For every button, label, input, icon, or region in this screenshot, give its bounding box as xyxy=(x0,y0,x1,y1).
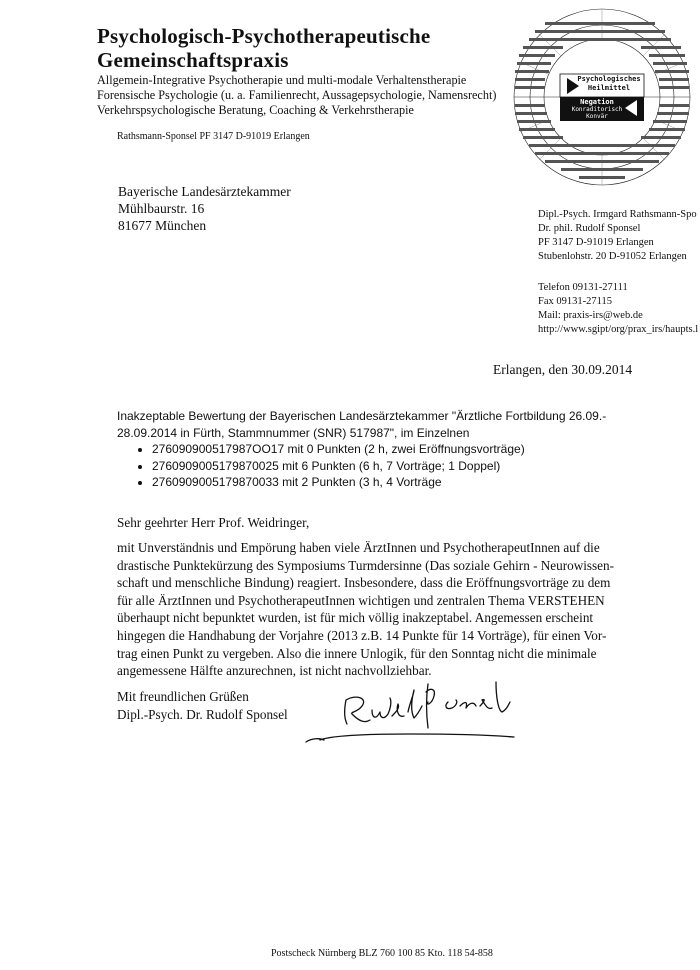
sender-mail: Mail: praxis-irs@web.de xyxy=(538,310,643,321)
body-line: trag einen Punkt zu vergeben. Also die innere Unlogik, für den Sonntag nicht die minimale xyxy=(117,645,597,661)
sender-line: Dr. phil. Rudolf Sponsel xyxy=(538,223,641,234)
list-item: • 2760909005179870033 mit 2 Punkten (3 h, 4 Vorträge xyxy=(152,474,677,491)
body-line: überhaupt nicht bepunktet wurden, ist für mich völlig inakzeptabel. Angemessen erscheint xyxy=(117,610,594,626)
sender-web: http://www.sgipt/org/prax_irs/haupts.l xyxy=(538,324,699,335)
service-line: Verkehrspsychologische Beratung, Coaching & Verkehrstherapie xyxy=(97,103,414,117)
sender-block xyxy=(538,208,700,337)
letterhead-title xyxy=(97,24,430,72)
logo-label-bottom-2: Konraditorisch xyxy=(571,106,623,113)
service-line: Allgemein-Integrative Psychotherapie und multi-modale Verhaltenstherapie xyxy=(97,73,467,87)
handwritten-signature xyxy=(300,672,530,752)
body-line: für alle ÄrztInnen und PsychotherapeutInnen wichtigen und zentralen Thema VERSTEHEN xyxy=(117,592,605,608)
recipient-address xyxy=(118,183,291,234)
recipient-line: Bayerische Landesärztekammer xyxy=(118,184,291,199)
body-line: drastische Punktekürzung des Symposiums Turmdersinne (Das soziale Gehirn - Neurowissen- xyxy=(117,557,615,573)
sender-line: Stubenlohstr. 20 D-91052 Erlangen xyxy=(538,251,687,262)
sender-line: Dipl.-Psych. Irmgard Rathsmann-Spo xyxy=(538,209,697,220)
sender-line: PF 3147 D-91019 Erlangen xyxy=(538,237,654,248)
logo-label-bottom: Negation xyxy=(580,98,614,106)
closing-block xyxy=(117,688,288,723)
logo-label-bottom-3: Konvär xyxy=(586,113,608,120)
list-item: • 276090900517987OO17 mit 0 Punkten (2 h, zwei Eröffnungsvorträge) xyxy=(152,441,677,458)
letter-body xyxy=(117,539,687,680)
recipient-line: Mühlbaurstr. 16 xyxy=(118,201,205,216)
body-line: angemessene Hälfte anzurechnen, ist nicht nachvollziehbar. xyxy=(117,663,432,679)
closing-greeting: Mit freundlichen Grüßen xyxy=(117,689,249,704)
sender-phone: Telefon 09131-27111 xyxy=(538,282,628,293)
service-line: Forensische Psychologie (u. a. Familienrecht, Aussagepsychologie, Namensrecht) xyxy=(97,88,497,102)
return-address: Rathsmann-Sponsel PF 3147 D-91019 Erlangen xyxy=(117,131,310,142)
recipient-line: 81677 München xyxy=(118,218,207,233)
body-line: schaft und menschliche Bindung) reagiert. Insbesondere, dass die Eröffnungsvorträge zu dem xyxy=(117,575,611,591)
subject-line: 28.09.2014 in Fürth, Stammnummer (SNR) 517987", im Einzelnen xyxy=(117,425,470,440)
body-line: mit Unverständnis und Empörung haben viele ÄrztInnen und PsychotherapeutInnen auf die xyxy=(117,540,600,555)
logo-label-top: Psychologisches xyxy=(577,75,641,83)
salutation: Sehr geehrter Herr Prof. Weidringer, xyxy=(117,515,310,530)
subject-line: Inakzeptable Bewertung der Bayerischen Landesärztekammer "Ärztliche Fortbildung 26.09.- xyxy=(117,409,607,423)
item-list xyxy=(117,441,677,491)
closing-name: Dipl.-Psych. Dr. Rudolf Sponsel xyxy=(117,706,288,722)
title-line-2: Gemeinschaftspraxis xyxy=(97,48,289,72)
bank-footer: Postscheck Nürnberg BLZ 760 100 85 Kto. 118 54-858 xyxy=(271,948,493,959)
practice-logo xyxy=(505,2,700,192)
title-line-1: Psychologisch-Psychotherapeutische xyxy=(97,24,431,48)
logo-label-top-2: Heilmittel xyxy=(587,84,631,92)
subject-block xyxy=(117,408,677,491)
sender-fax: Fax 09131-27115 xyxy=(538,296,612,307)
date-line: Erlangen, den 30.09.2014 xyxy=(493,362,633,377)
letterhead-services xyxy=(97,73,496,118)
body-line: hingegen die Handhabung der Vorjahre (2013 z.B. 14 Punkte für 14 Vorträge), für einen Vor- xyxy=(117,627,607,643)
list-item: • 2760909005179870025 mit 6 Punkten (6 h, 7 Vorträge; 1 Doppel) xyxy=(152,458,677,475)
